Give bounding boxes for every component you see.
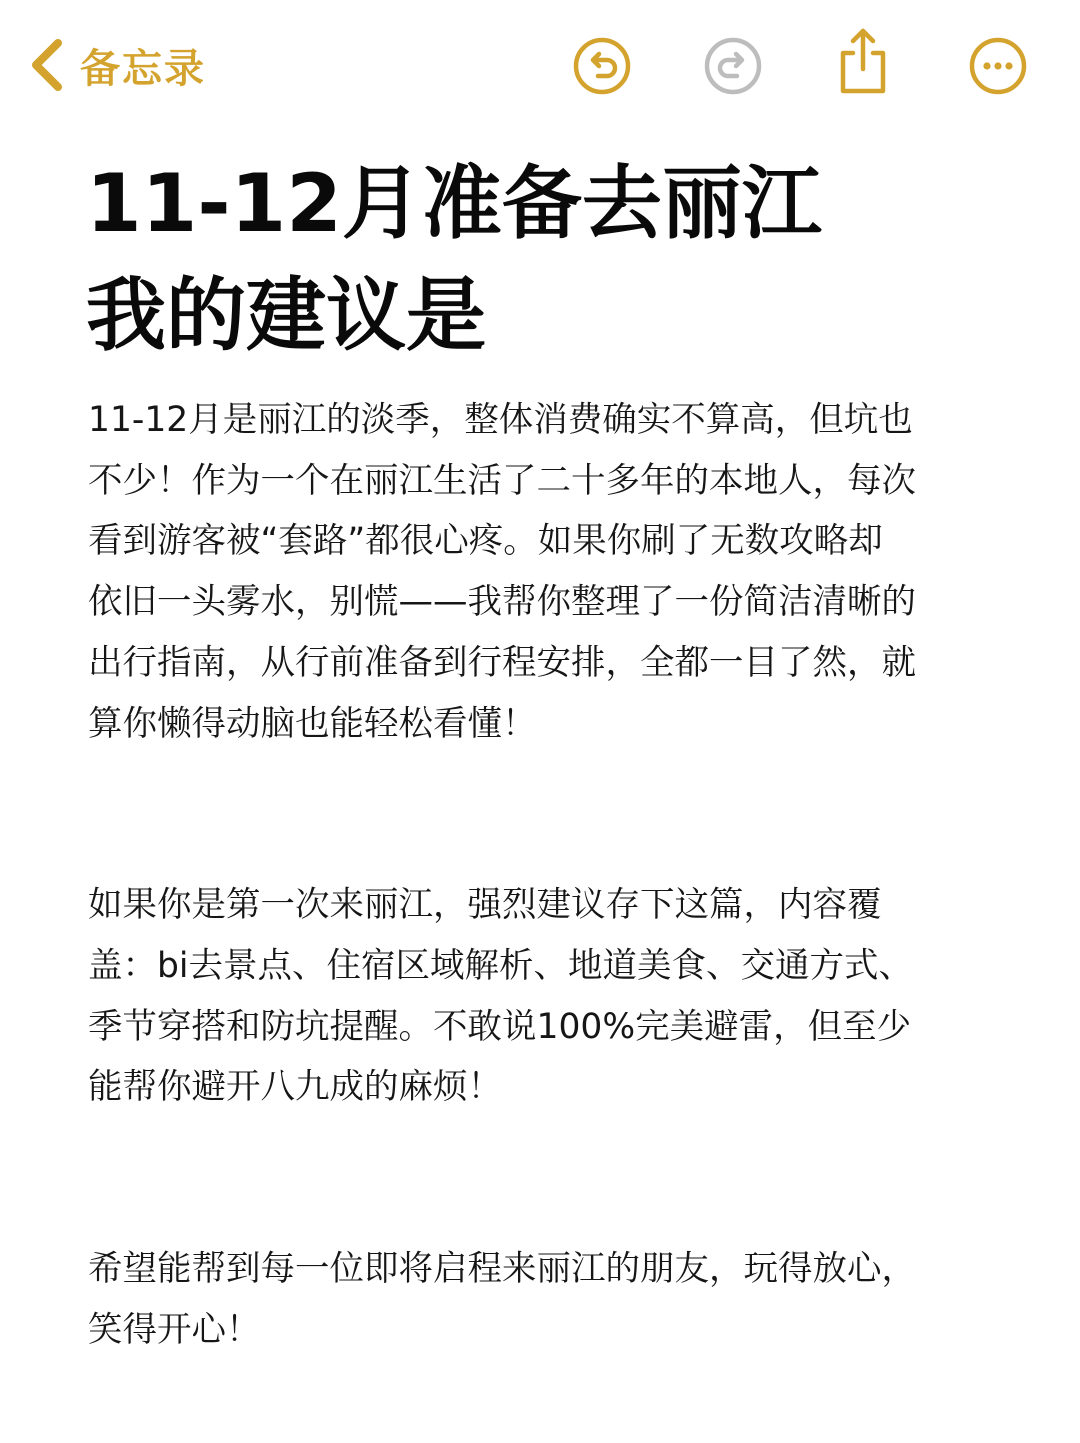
title-line: 我的建议是	[86, 269, 486, 362]
paragraph-contents	[88, 875, 978, 1118]
text-line: 希望能帮到每一位即将启程来丽江的朋友，玩得放心，	[88, 1249, 916, 1290]
text-line: 不少！作为一个在丽江生活了二十多年的本地人，每次	[88, 460, 916, 501]
paragraph-intro	[88, 390, 978, 754]
back-label: 备忘录	[80, 45, 206, 92]
text-line: 笑得开心！	[88, 1309, 261, 1350]
note-title[interactable]	[86, 148, 1006, 372]
text-line: 依旧一头雾水，别慌——我帮你整理了一份简洁清晰的	[88, 582, 916, 623]
chevron-left-icon	[28, 37, 66, 93]
more-button[interactable]	[966, 34, 1030, 98]
text-line: 盖：bi去景点、住宿区域解析、地道美食、交通方式、	[88, 945, 913, 986]
share-icon	[833, 25, 893, 97]
text-line: 算你懒得动脑也能轻松看懂！	[88, 703, 537, 744]
more-icon	[968, 36, 1028, 96]
text-line: 如果你是第一次来丽江，强烈建议存下这篇，内容覆	[88, 885, 882, 926]
back-button[interactable]	[28, 30, 206, 100]
paragraph-gap	[88, 754, 978, 875]
note-body[interactable]	[88, 390, 978, 1360]
title-line: 11-12月准备去丽江	[86, 157, 822, 250]
paragraph-gap	[88, 1118, 978, 1239]
paragraph-closing	[88, 1239, 978, 1360]
undo-icon	[572, 36, 632, 96]
share-button[interactable]	[831, 24, 895, 98]
text-line: 出行指南，从行前准备到行程安排，全都一目了然，就	[88, 642, 916, 683]
text-line: 能帮你避开八九成的麻烦！	[88, 1067, 502, 1108]
text-line: 季节穿搭和防坑提醒。不敢说100%完美避雷，但至少	[88, 1006, 912, 1047]
text-line: 11-12月是丽江的淡季，整体消费确实不算高，但坑也	[88, 400, 913, 440]
undo-button[interactable]	[570, 34, 634, 98]
redo-icon	[703, 36, 763, 96]
redo-button[interactable]	[701, 34, 765, 98]
navigation-bar	[0, 0, 1080, 130]
text-line: 看到游客被“套路”都很心疼。如果你刷了无数攻略却	[88, 521, 883, 562]
